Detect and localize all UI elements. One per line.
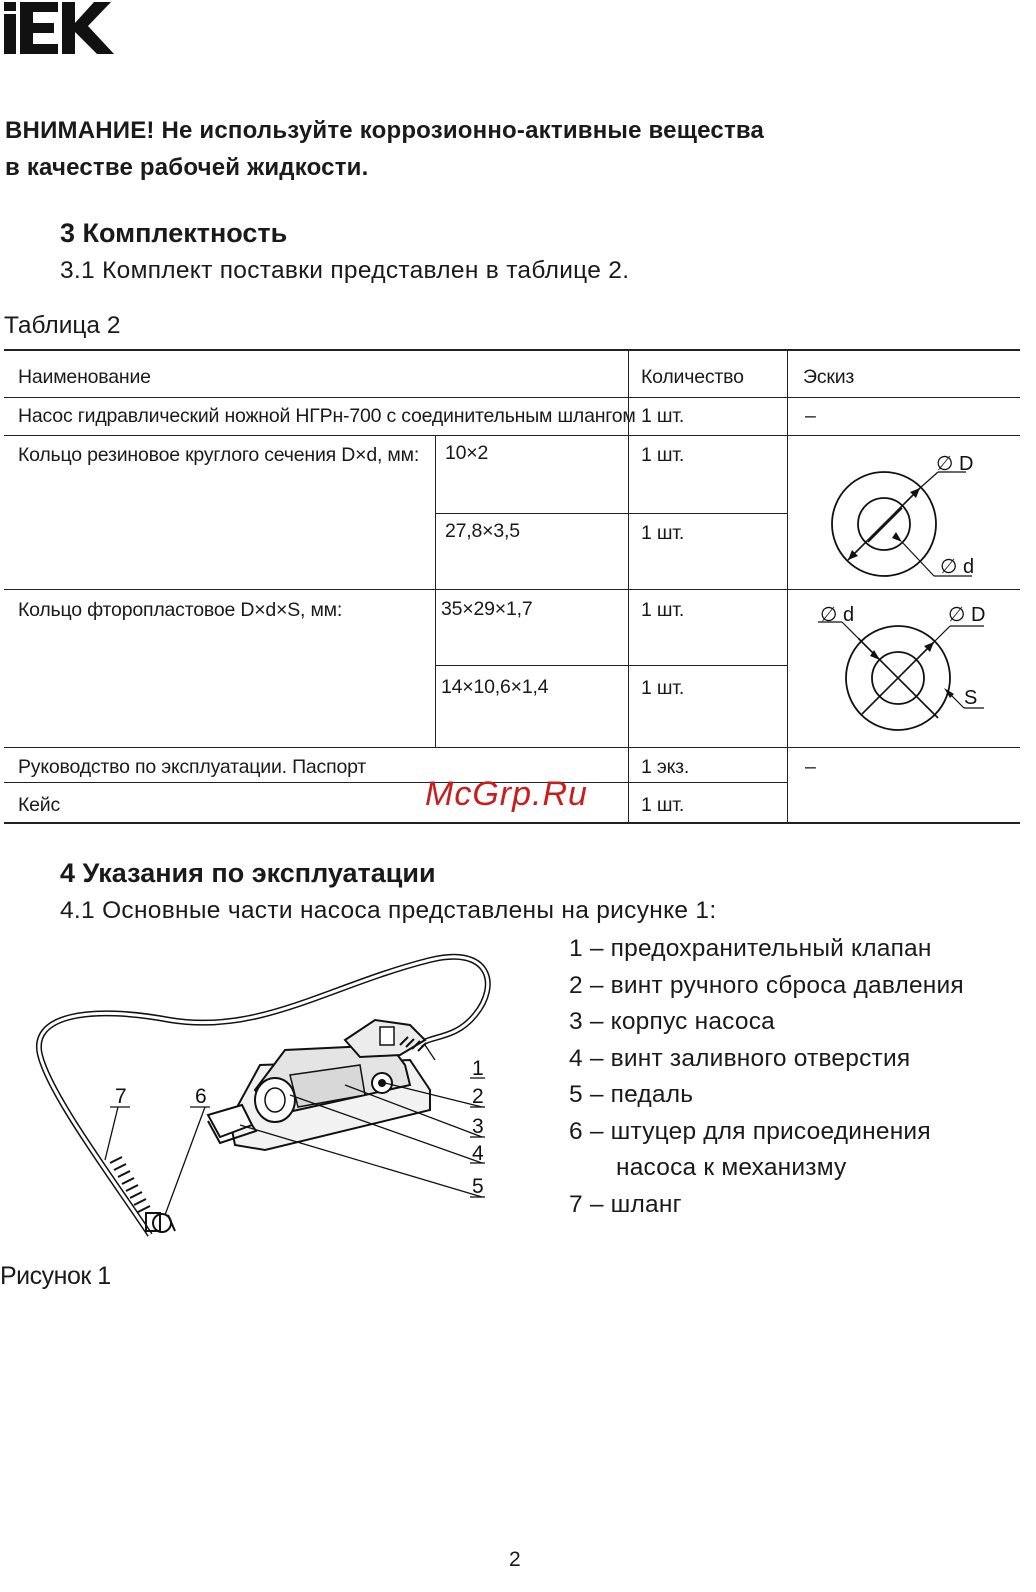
list-item: насоса к механизму	[616, 1154, 847, 1181]
list-item: 5 – педаль	[569, 1081, 694, 1108]
watermark: McGrp.Ru	[425, 775, 588, 813]
header-sketch: Эскиз	[803, 366, 855, 388]
row-ptfe-name: Кольцо фторопластовое D×d×S, мм:	[18, 599, 343, 621]
rubber-ring-sketch	[788, 436, 1020, 589]
section-3-heading: 3 Комплектность	[60, 218, 288, 248]
row-ptfe-size-2: 14×10,6×1,4	[441, 676, 549, 698]
callout-2: 2	[472, 1085, 484, 1108]
row-ptfe-qty-2: 1 шт.	[641, 677, 685, 699]
list-item: 4 – винт заливного отверстия	[569, 1044, 911, 1072]
header-qty: Количество	[641, 366, 744, 388]
row-pump-qty: 1 шт.	[641, 405, 685, 427]
row-manual-qty: 1 экз.	[641, 756, 690, 778]
callout-7: 7	[115, 1085, 127, 1108]
row-rubber-qty-1: 1 шт.	[641, 444, 685, 466]
callout-3: 3	[472, 1115, 484, 1138]
ptfe-label-S: S	[964, 687, 978, 709]
row-rubber-name: Кольцо резиновое круглого сечения D×d, мм:	[18, 444, 420, 466]
figure-caption: Рисунок 1	[0, 1262, 111, 1290]
ptfe-ring-sketch	[788, 590, 1020, 747]
row-case-qty: 1 шт.	[641, 794, 685, 816]
section-4-paragraph: 4.1 Основные части насоса представлены на рисунке 1:	[60, 897, 717, 924]
row-ptfe-qty-1: 1 шт.	[641, 599, 685, 621]
page-number: 2	[509, 1548, 521, 1571]
ptfe-label-D: ∅ D	[948, 604, 986, 626]
pump-figure	[30, 945, 500, 1240]
row-ptfe-size-1: 35×29×1,7	[441, 598, 533, 620]
warning-line-2: в качестве рабочей жидкости.	[5, 154, 369, 181]
table-caption: Таблица 2	[4, 312, 121, 339]
warning-text	[5, 112, 1005, 186]
callout-6: 6	[195, 1085, 207, 1108]
header-name: Наименование	[18, 366, 151, 388]
callout-1: 1	[472, 1057, 484, 1080]
section-3-paragraph: 3.1 Комплект поставки представлен в таблице 2.	[60, 257, 630, 284]
rubber-label-d: ∅ d	[940, 556, 975, 578]
section-4-heading: 4 Указания по эксплуатации	[60, 858, 436, 888]
iek-logo	[4, 2, 120, 56]
callout-5: 5	[472, 1175, 484, 1198]
fitting	[146, 1213, 175, 1232]
list-item: 1 – предохранительный клапан	[569, 935, 932, 962]
list-item: 7 – шланг	[569, 1190, 682, 1218]
ptfe-label-d: ∅ d	[820, 604, 855, 626]
row-rubber-qty-2: 1 шт.	[641, 522, 685, 544]
warning-line-1: ВНИМАНИЕ! Не используйте коррозионно-активные вещества	[5, 117, 765, 144]
row-manual-sketch: –	[805, 756, 816, 778]
callout-4: 4	[472, 1142, 484, 1165]
row-pump-sketch: –	[805, 405, 816, 427]
list-item: 2 – винт ручного сброса давления	[569, 971, 964, 999]
row-rubber-size-2: 27,8×3,5	[445, 520, 520, 542]
row-case-name: Кейс	[18, 794, 61, 816]
pump-body	[208, 1020, 430, 1150]
rubber-label-D: ∅ D	[936, 453, 974, 475]
row-pump-name: Насос гидравлический ножной НГРн-700 с соединительным шлангом	[18, 405, 636, 427]
list-item: 6 – штуцер для присоединения	[569, 1117, 931, 1145]
list-item: 3 – корпус насоса	[569, 1008, 775, 1035]
parts-list	[569, 931, 964, 1223]
row-rubber-size-1: 10×2	[445, 442, 489, 464]
row-manual-name: Руководство по эксплуатации. Паспорт	[18, 756, 367, 778]
